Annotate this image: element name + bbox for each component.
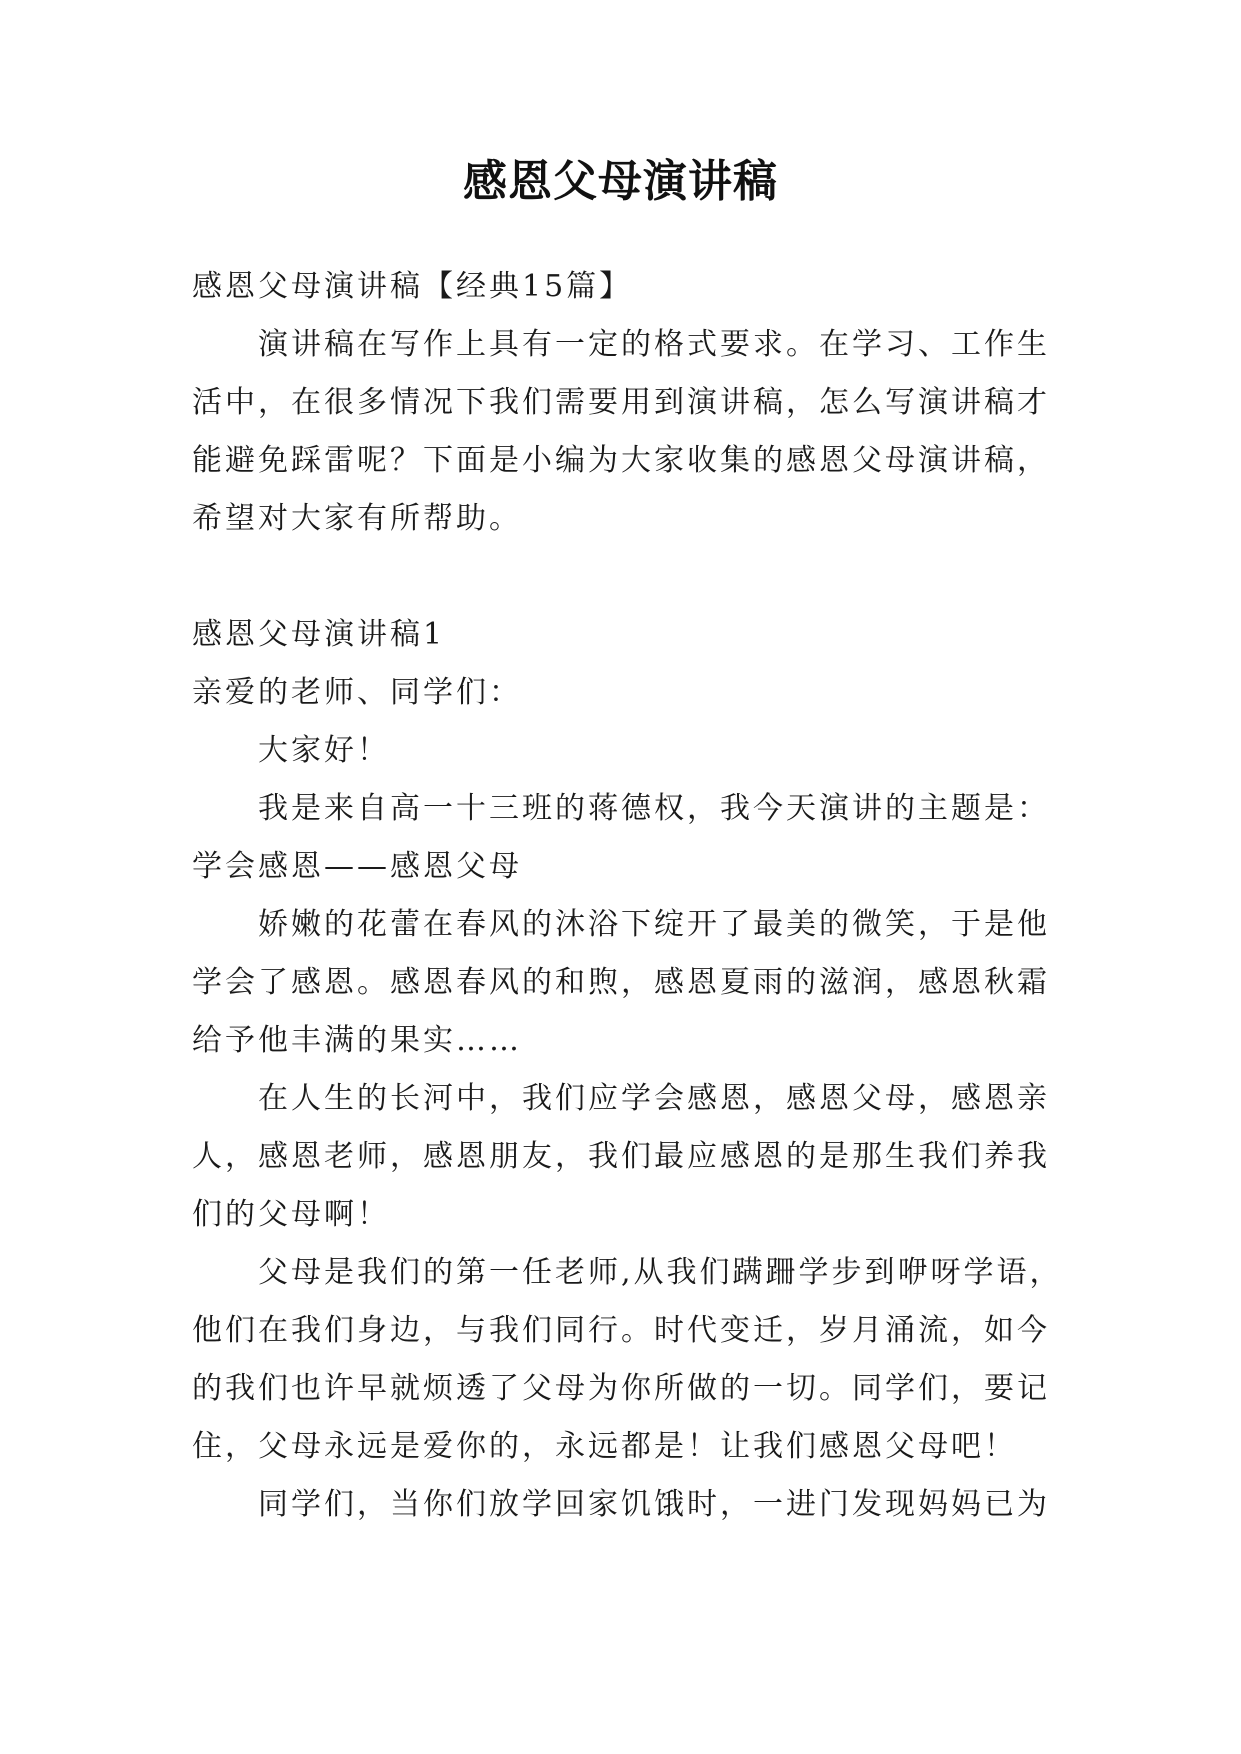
document-title: 感恩父母演讲稿 xyxy=(463,156,778,207)
text-line: 感恩父母演讲稿1 xyxy=(192,617,446,652)
text-line: 学会了感恩。感恩春风的和煦，感恩夏雨的滋润，感恩秋霜 xyxy=(192,965,1050,1000)
text-line: 能避免踩雷呢？下面是小编为大家收集的感恩父母演讲稿， xyxy=(192,443,1050,478)
text-line: 大家好！ xyxy=(258,733,390,768)
text-line: 他们在我们身边，与我们同行。时代变迁，岁月涌流，如今 xyxy=(192,1313,1050,1348)
text-line: 亲爱的老师、同学们： xyxy=(192,675,522,710)
text-line: 给予他丰满的果实…… xyxy=(192,1023,522,1058)
text-line: 的我们也许早就烦透了父母为你所做的一切。同学们，要记 xyxy=(192,1371,1050,1406)
text-line: 人，感恩老师，感恩朋友，我们最应感恩的是那生我们养我 xyxy=(192,1139,1050,1174)
text-line: 在人生的长河中，我们应学会感恩，感恩父母，感恩亲 xyxy=(258,1081,1050,1116)
document-body xyxy=(192,258,1062,1534)
text-line: 希望对大家有所帮助。 xyxy=(192,501,522,536)
text-line: 学会感恩——感恩父母 xyxy=(192,849,522,884)
text-line xyxy=(192,548,1062,606)
text-line: 娇嫩的花蕾在春风的沐浴下绽开了最美的微笑，于是他 xyxy=(258,907,1050,942)
text-line: 感恩父母演讲稿【经典15篇】 xyxy=(192,269,633,304)
text-line: 我是来自高一十三班的蒋德权，我今天演讲的主题是： xyxy=(258,791,1050,826)
text-line: 们的父母啊！ xyxy=(192,1197,390,1232)
text-line: 父母是我们的第一任老师,从我们蹒跚学步到咿呀学语， xyxy=(258,1255,1063,1290)
text-line: 同学们，当你们放学回家饥饿时，一进门发现妈妈已为 xyxy=(258,1487,1050,1522)
text-line: 住，父母永远是爱你的，永远都是！让我们感恩父母吧！ xyxy=(192,1429,1017,1464)
text-line: 演讲稿在写作上具有一定的格式要求。在学习、工作生 xyxy=(258,327,1050,362)
text-line: 活中，在很多情况下我们需要用到演讲稿，怎么写演讲稿才 xyxy=(192,385,1050,420)
